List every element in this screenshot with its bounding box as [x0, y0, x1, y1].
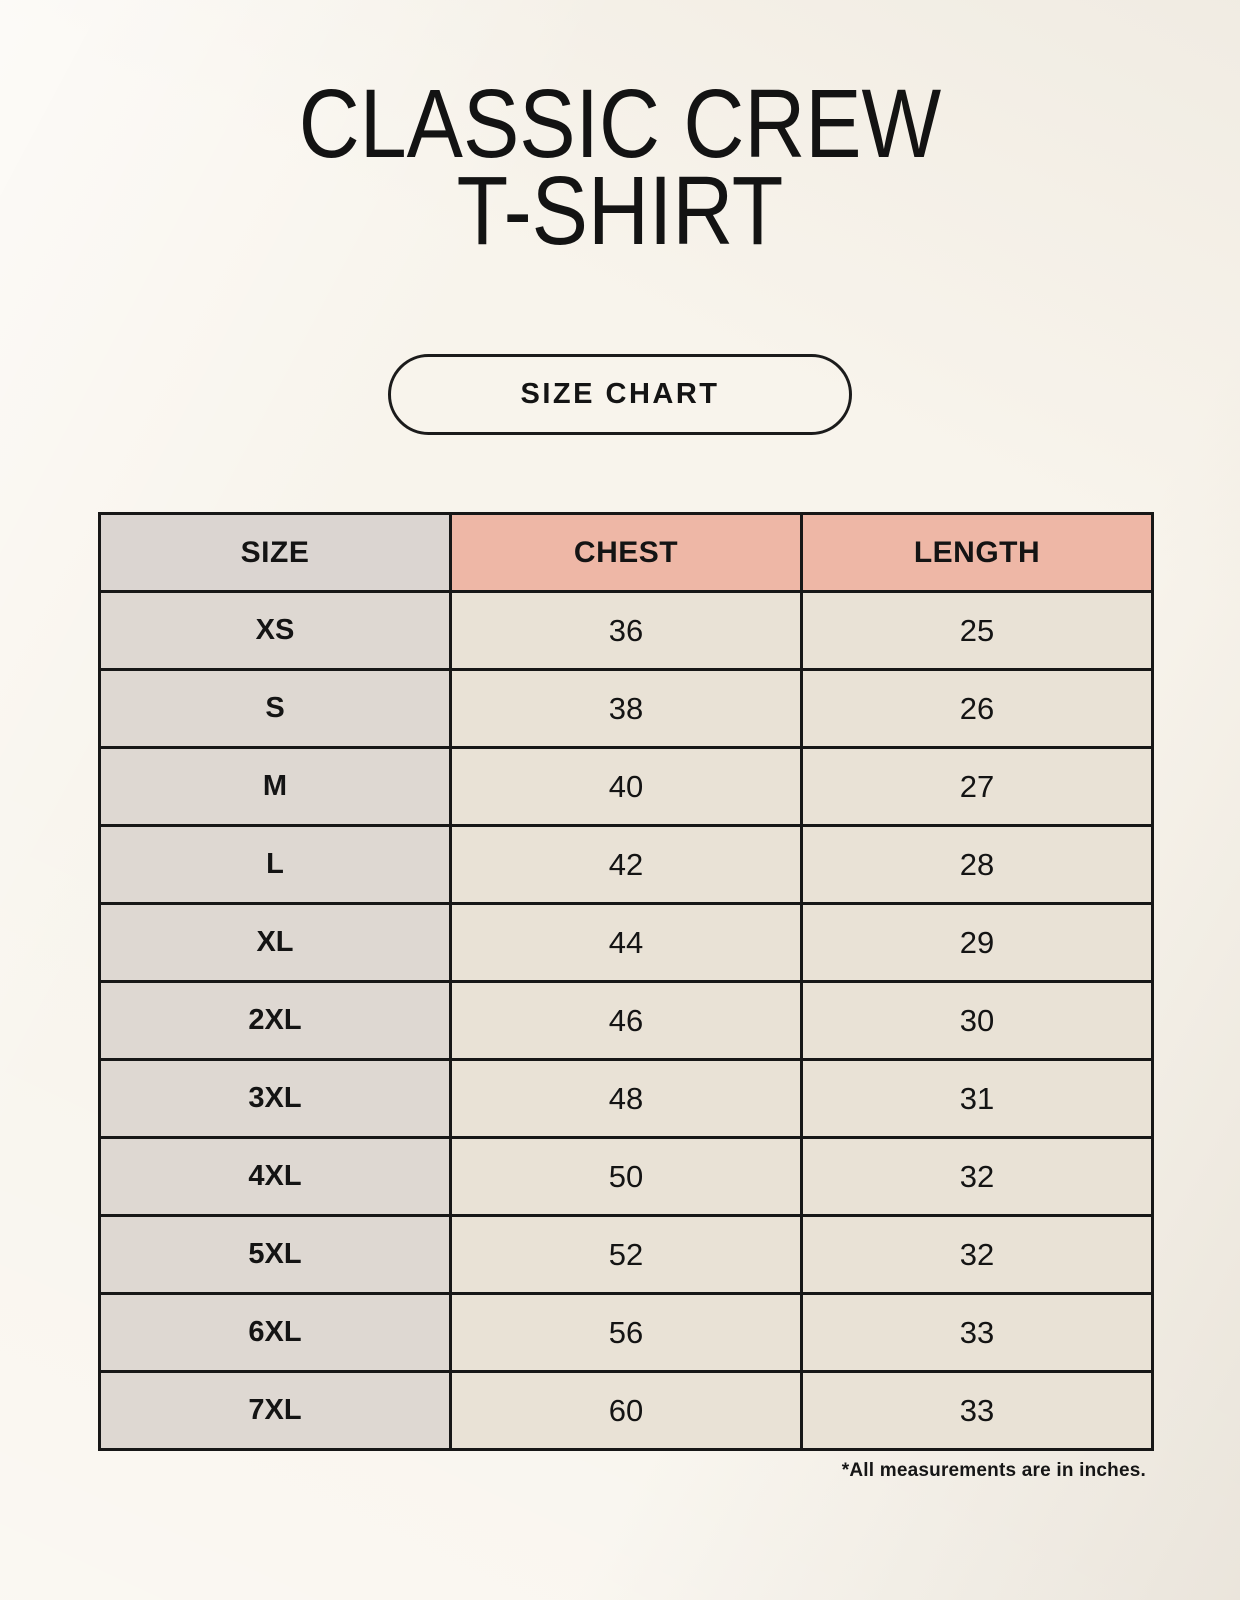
length-cell: 33: [802, 1372, 1153, 1450]
size-cell: L: [100, 826, 451, 904]
table-row: [100, 982, 1153, 1060]
page-title-line-1: CLASSIC CREW: [298, 69, 942, 178]
size-cell: 4XL: [100, 1138, 451, 1216]
size-chart-button-label: SIZE CHART: [520, 378, 720, 410]
table-row: [100, 592, 1153, 670]
page-title: [0, 69, 1240, 265]
length-cell: 25: [802, 592, 1153, 670]
chest-cell: 38: [451, 670, 802, 748]
size-cell: 3XL: [100, 1060, 451, 1138]
length-cell: 31: [802, 1060, 1153, 1138]
size-cell: XL: [100, 904, 451, 982]
table-header-row: [100, 514, 1153, 592]
table-row: [100, 670, 1153, 748]
chest-cell: 48: [451, 1060, 802, 1138]
length-cell: 30: [802, 982, 1153, 1060]
table-row: [100, 826, 1153, 904]
length-cell: 33: [802, 1294, 1153, 1372]
chest-cell: 46: [451, 982, 802, 1060]
column-header-size: SIZE: [100, 514, 451, 592]
length-cell: 27: [802, 748, 1153, 826]
table-row: [100, 1216, 1153, 1294]
length-cell: 29: [802, 904, 1153, 982]
length-cell: 32: [802, 1138, 1153, 1216]
chest-cell: 52: [451, 1216, 802, 1294]
measurements-footnote: *All measurements are in inches.: [841, 1460, 1146, 1481]
size-cell: 7XL: [100, 1372, 451, 1450]
size-cell: 6XL: [100, 1294, 451, 1372]
length-cell: 28: [802, 826, 1153, 904]
table-row: [100, 1372, 1153, 1450]
page-title-line-2: T-SHIRT: [456, 156, 784, 265]
size-cell: M: [100, 748, 451, 826]
table-row: [100, 748, 1153, 826]
column-header-length: LENGTH: [802, 514, 1153, 592]
chest-cell: 56: [451, 1294, 802, 1372]
size-chart-button[interactable]: [388, 354, 852, 435]
chest-cell: 44: [451, 904, 802, 982]
table-row: [100, 1294, 1153, 1372]
chest-cell: 40: [451, 748, 802, 826]
table-row: [100, 1060, 1153, 1138]
chest-cell: 50: [451, 1138, 802, 1216]
column-header-chest: CHEST: [451, 514, 802, 592]
size-cell: 5XL: [100, 1216, 451, 1294]
size-cell: 2XL: [100, 982, 451, 1060]
length-cell: 26: [802, 670, 1153, 748]
table-row: [100, 904, 1153, 982]
length-cell: 32: [802, 1216, 1153, 1294]
chest-cell: 60: [451, 1372, 802, 1450]
size-chart-table: [98, 512, 1154, 1451]
table-row: [100, 1138, 1153, 1216]
size-cell: XS: [100, 592, 451, 670]
size-cell: S: [100, 670, 451, 748]
chest-cell: 42: [451, 826, 802, 904]
chest-cell: 36: [451, 592, 802, 670]
